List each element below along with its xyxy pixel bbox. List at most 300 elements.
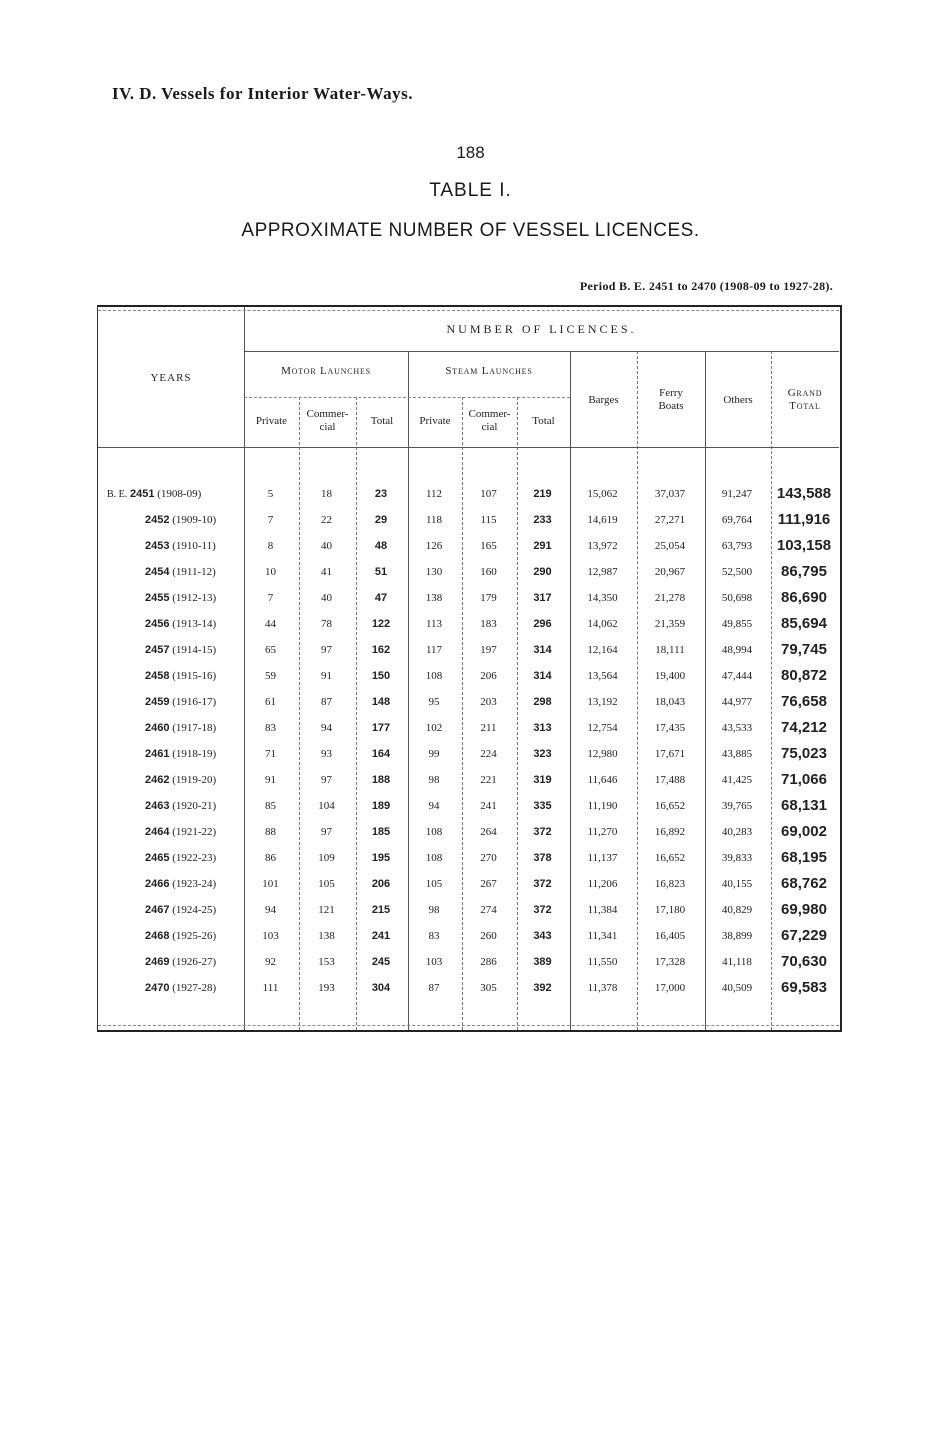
others: 43,533: [721, 722, 753, 734]
motor-commercial: 94: [321, 722, 332, 734]
steam-commercial: 260: [480, 930, 497, 942]
motor-private: 86: [265, 852, 276, 864]
grand-total: 79,745: [781, 641, 827, 658]
motor-private: 7: [267, 592, 274, 604]
year-period: (1927-28): [172, 982, 217, 994]
motor-commercial: 22: [321, 514, 332, 526]
motor-total: 195: [371, 852, 391, 864]
motor-total: 177: [371, 722, 391, 734]
motor-private: 85: [265, 800, 276, 812]
ferry-boats: 20,967: [654, 566, 686, 578]
header-barges: Barges: [588, 394, 619, 406]
header-motor-total: Total: [370, 415, 394, 427]
grand-total: 143,588: [776, 485, 832, 502]
steam-private: 108: [425, 852, 443, 864]
motor-total: 164: [371, 748, 391, 760]
steam-commercial: 221: [480, 774, 497, 786]
header-ferry-boats: Ferry Boats: [658, 387, 684, 412]
others: 40,829: [721, 904, 753, 916]
year-period: (1916-17): [172, 696, 217, 708]
grand-total: 68,762: [781, 875, 827, 892]
steam-commercial: 179: [480, 592, 497, 604]
steam-total: 291: [533, 540, 552, 552]
steam-private: 138: [425, 592, 443, 604]
others: 69,764: [721, 514, 753, 526]
steam-total: 296: [533, 618, 552, 630]
others: 39,833: [721, 852, 753, 864]
steam-private: 98: [428, 774, 440, 786]
steam-private: 103: [425, 956, 443, 968]
steam-private: 108: [425, 670, 443, 682]
grand-total: 69,980: [781, 901, 827, 918]
steam-total: 319: [533, 774, 552, 786]
year: 2467: [145, 904, 170, 916]
motor-total: 304: [371, 982, 391, 994]
be-prefix: B. E.: [107, 489, 128, 500]
ferry-boats: 27,271: [654, 514, 686, 526]
steam-commercial: 197: [480, 644, 497, 656]
steam-commercial: 203: [480, 696, 497, 708]
steam-commercial: 270: [480, 852, 497, 864]
header-steam-total: Total: [532, 415, 555, 427]
motor-total: 206: [371, 878, 391, 890]
steam-total: 290: [533, 566, 552, 578]
motor-total: 189: [371, 800, 391, 812]
motor-commercial: 97: [321, 774, 332, 786]
table-row: [97, 923, 842, 949]
header-motor-private: Private: [255, 415, 288, 427]
ferry-boats: 21,278: [654, 592, 686, 604]
motor-commercial: 78: [321, 618, 332, 630]
barges: 11,206: [587, 878, 618, 890]
steam-total: 298: [533, 696, 552, 708]
year-period: (1918-19): [172, 748, 217, 760]
barges: 13,192: [587, 696, 618, 708]
steam-total: 317: [533, 592, 552, 604]
ferry-boats: 16,652: [654, 800, 686, 812]
divider: [244, 397, 570, 398]
steam-total: 372: [533, 826, 552, 838]
year: 2453: [145, 540, 170, 552]
steam-commercial: 274: [480, 904, 497, 916]
steam-private: 99: [428, 748, 440, 760]
steam-commercial: 286: [480, 956, 497, 968]
steam-commercial: 107: [480, 488, 497, 500]
motor-commercial: 91: [321, 670, 332, 682]
table-row: [97, 793, 842, 819]
barges: 11,384: [587, 904, 618, 916]
motor-commercial: 193: [318, 982, 335, 994]
year-cell: [145, 793, 243, 819]
motor-commercial: 121: [318, 904, 335, 916]
motor-private: 61: [265, 696, 276, 708]
header-number-of-licences: NUMBER OF LICENCES.: [446, 322, 637, 336]
page-number: 188: [456, 143, 485, 162]
ferry-boats: 16,892: [654, 826, 686, 838]
steam-private: 113: [425, 618, 443, 630]
motor-private: 101: [262, 878, 279, 890]
year-cell: [145, 741, 243, 767]
header-steam-private: Private: [419, 415, 451, 427]
motor-commercial: 97: [321, 826, 332, 838]
steam-private: 98: [428, 904, 440, 916]
year-cell: [145, 819, 243, 845]
header-others: Others: [723, 394, 753, 406]
year-cell: [145, 637, 243, 663]
table-row: [97, 559, 842, 585]
year: 2456: [145, 618, 170, 630]
year-period: (1914-15): [172, 644, 217, 656]
barges: 13,972: [587, 540, 618, 552]
steam-commercial: 160: [480, 566, 497, 578]
steam-total: 219: [533, 488, 552, 500]
motor-commercial: 40: [321, 540, 332, 552]
year-period: (1915-16): [172, 670, 217, 682]
table-row: [97, 481, 842, 507]
steam-commercial: 165: [480, 540, 497, 552]
motor-total: 29: [374, 514, 388, 526]
grand-total: 71,066: [781, 771, 827, 788]
divider: [244, 351, 839, 352]
steam-total: 372: [533, 904, 552, 916]
barges: 14,350: [587, 592, 618, 604]
motor-private: 94: [265, 904, 276, 916]
ferry-boats: 25,054: [654, 540, 686, 552]
barges: 11,270: [587, 826, 618, 838]
ferry-boats: 16,405: [654, 930, 686, 942]
year-cell: [145, 767, 243, 793]
ferry-boats: 17,180: [654, 904, 686, 916]
grand-total: 67,229: [781, 927, 827, 944]
motor-commercial: 105: [318, 878, 335, 890]
year-period: (1925-26): [172, 930, 217, 942]
year-cell: [145, 585, 243, 611]
year-period: (1922-23): [172, 852, 217, 864]
ferry-boats: 17,328: [654, 956, 686, 968]
grand-total: 75,023: [781, 745, 827, 762]
year-period: (1920-21): [172, 800, 217, 812]
motor-private: 44: [265, 618, 276, 630]
year-period: (1909-10): [172, 514, 217, 526]
header-years: YEARS: [150, 372, 192, 384]
year-period: (1917-18): [172, 722, 217, 734]
table-row: [97, 819, 842, 845]
others: 44,977: [721, 696, 753, 708]
steam-total: 378: [533, 852, 552, 864]
motor-commercial: 87: [321, 696, 332, 708]
motor-private: 5: [267, 488, 274, 500]
motor-commercial: 41: [321, 566, 332, 578]
others: 40,509: [721, 982, 753, 994]
motor-private: 88: [265, 826, 276, 838]
year-period: (1926-27): [172, 956, 217, 968]
motor-private: 111: [262, 982, 279, 994]
year: 2461: [145, 748, 170, 760]
others: 91,247: [721, 488, 753, 500]
year: 2454: [145, 566, 170, 578]
motor-private: 71: [265, 748, 276, 760]
steam-private: 83: [428, 930, 440, 942]
barges: 12,987: [587, 566, 618, 578]
table-row: [97, 715, 842, 741]
motor-total: 122: [371, 618, 391, 630]
steam-commercial: 241: [480, 800, 497, 812]
ferry-boats: 17,000: [654, 982, 686, 994]
steam-commercial: 115: [480, 514, 497, 526]
year-cell: [145, 689, 243, 715]
table-row: [97, 871, 842, 897]
motor-total: 23: [374, 488, 388, 500]
year-cell: [145, 897, 243, 923]
motor-commercial: 109: [318, 852, 335, 864]
motor-private: 103: [262, 930, 279, 942]
year-period: (1910-11): [172, 540, 216, 552]
year-cell: [145, 507, 243, 533]
motor-total: 188: [371, 774, 391, 786]
divider: [98, 447, 839, 448]
steam-total: 314: [533, 644, 552, 656]
year: 2452: [145, 514, 170, 526]
motor-commercial: 104: [318, 800, 335, 812]
barges: 11,550: [587, 956, 618, 968]
grand-total: 68,195: [781, 849, 827, 866]
year: 2463: [145, 800, 170, 812]
motor-private: 59: [265, 670, 276, 682]
year-period: (1923-24): [172, 878, 217, 890]
year: 2458: [145, 670, 170, 682]
ferry-boats: 16,823: [654, 878, 686, 890]
table-row: [97, 507, 842, 533]
ferry-boats: 17,488: [654, 774, 686, 786]
others: 40,283: [721, 826, 753, 838]
steam-commercial: 305: [480, 982, 497, 994]
year-cell: [145, 663, 243, 689]
motor-total: 51: [374, 566, 388, 578]
steam-private: 105: [425, 878, 443, 890]
section-title: IV. D. Vessels for Interior Water-Ways.: [112, 84, 413, 103]
steam-private: 94: [428, 800, 440, 812]
others: 47,444: [721, 670, 753, 682]
year-cell: [145, 611, 243, 637]
ferry-boats: 17,435: [654, 722, 686, 734]
steam-private: 87: [428, 982, 440, 994]
year-cell: [145, 949, 243, 975]
header-steam-launches: Steam Launches: [445, 365, 533, 377]
table-row: [97, 663, 842, 689]
header-motor-launches: Motor Launches: [281, 365, 371, 377]
year-period: (1913-14): [172, 618, 217, 630]
steam-total: 314: [533, 670, 552, 682]
steam-commercial: 206: [480, 670, 497, 682]
barges: 11,137: [587, 852, 618, 864]
steam-private: 130: [425, 566, 443, 578]
motor-private: 10: [265, 566, 276, 578]
steam-total: 313: [533, 722, 552, 734]
table-row: [97, 767, 842, 793]
motor-commercial: 40: [321, 592, 332, 604]
barges: 11,378: [587, 982, 618, 994]
steam-private: 117: [425, 644, 443, 656]
motor-total: 185: [371, 826, 391, 838]
others: 49,855: [721, 618, 753, 630]
year: 2465: [145, 852, 170, 864]
motor-total: 215: [371, 904, 391, 916]
motor-private: 8: [267, 540, 274, 552]
motor-commercial: 18: [321, 488, 332, 500]
motor-private: 83: [265, 722, 276, 734]
others: 41,118: [722, 956, 752, 968]
steam-total: 323: [533, 748, 552, 760]
barges: 11,341: [587, 930, 618, 942]
steam-commercial: 267: [480, 878, 497, 890]
grand-total: 70,630: [781, 953, 827, 970]
motor-total: 241: [371, 930, 391, 942]
year: 2466: [145, 878, 170, 890]
steam-total: 233: [533, 514, 552, 526]
ferry-boats: 17,671: [654, 748, 686, 760]
period-caption: Period B. E. 2451 to 2470 (1908-09 to 1927-28).: [579, 279, 833, 293]
year: 2457: [145, 644, 170, 656]
steam-total: 392: [533, 982, 552, 994]
year-cell: [145, 533, 243, 559]
steam-private: 126: [425, 540, 443, 552]
year-cell: [145, 715, 243, 741]
motor-total: 148: [371, 696, 391, 708]
steam-commercial: 264: [480, 826, 497, 838]
grand-total: 80,872: [781, 667, 827, 684]
year-period: (1921-22): [172, 826, 217, 838]
steam-private: 95: [428, 696, 440, 708]
steam-total: 343: [533, 930, 552, 942]
barges: 11,190: [587, 800, 618, 812]
year: 2455: [145, 592, 170, 604]
steam-private: 102: [425, 722, 443, 734]
grand-total: 85,694: [781, 615, 827, 632]
steam-commercial: 183: [480, 618, 497, 630]
grand-total: 86,690: [781, 589, 827, 606]
ferry-boats: 37,037: [654, 488, 686, 500]
ferry-boats: 18,111: [655, 644, 685, 656]
ferry-boats: 18,043: [654, 696, 686, 708]
others: 43,885: [721, 748, 753, 760]
motor-commercial: 153: [318, 956, 335, 968]
steam-total: 335: [533, 800, 552, 812]
table-row: [97, 975, 842, 1001]
others: 40,155: [721, 878, 753, 890]
motor-total: 47: [374, 592, 388, 604]
motor-total: 48: [374, 540, 388, 552]
motor-private: 92: [265, 956, 276, 968]
motor-private: 65: [265, 644, 276, 656]
steam-private: 108: [425, 826, 443, 838]
barges: 11,646: [587, 774, 618, 786]
others: 63,793: [721, 540, 753, 552]
ferry-boats: 16,652: [654, 852, 686, 864]
others: 39,765: [721, 800, 753, 812]
grand-total: 111,916: [777, 511, 831, 528]
grand-total: 103,158: [776, 537, 832, 554]
barges: 12,164: [587, 644, 618, 656]
table-row: [97, 845, 842, 871]
year-cell: [145, 845, 243, 871]
year-period: (1924-25): [172, 904, 217, 916]
motor-private: 7: [267, 514, 274, 526]
others: 48,994: [721, 644, 753, 656]
motor-commercial: 93: [321, 748, 332, 760]
barges: 14,062: [587, 618, 618, 630]
steam-total: 389: [533, 956, 552, 968]
divider: [98, 310, 839, 311]
barges: 15,062: [587, 488, 618, 500]
year-period: (1908-09): [157, 488, 202, 500]
barges: 13,564: [587, 670, 618, 682]
motor-total: 162: [371, 644, 391, 656]
ferry-boats: 21,359: [654, 618, 686, 630]
steam-total: 372: [533, 878, 552, 890]
divider: [98, 1025, 839, 1026]
motor-commercial: 97: [321, 644, 332, 656]
year-cell: [107, 481, 243, 507]
grand-total: 74,212: [781, 719, 827, 736]
table-row: [97, 897, 842, 923]
table-row: [97, 949, 842, 975]
header-grand-total: Grand Total: [787, 387, 823, 412]
grand-total: 76,658: [781, 693, 827, 710]
others: 52,500: [721, 566, 753, 578]
table-title: APPROXIMATE NUMBER OF VESSEL LICENCES.: [241, 220, 700, 241]
year-period: (1919-20): [172, 774, 217, 786]
year: 2470: [145, 982, 170, 994]
year-cell: [145, 871, 243, 897]
year-cell: [145, 559, 243, 585]
motor-total: 150: [371, 670, 391, 682]
year: 2459: [145, 696, 170, 708]
motor-private: 91: [265, 774, 276, 786]
motor-total: 245: [371, 956, 391, 968]
barges: 12,754: [587, 722, 618, 734]
year: 2462: [145, 774, 170, 786]
others: 50,698: [721, 592, 753, 604]
year: 2451: [130, 488, 155, 500]
table-row: [97, 637, 842, 663]
year: 2464: [145, 826, 170, 838]
table-row: [97, 741, 842, 767]
steam-commercial: 224: [480, 748, 497, 760]
others: 38,899: [721, 930, 753, 942]
year-cell: [145, 923, 243, 949]
table-label: TABLE I.: [429, 180, 512, 201]
grand-total: 69,583: [781, 979, 827, 996]
table-row: [97, 611, 842, 637]
ferry-boats: 19,400: [654, 670, 686, 682]
barges: 14,619: [587, 514, 618, 526]
steam-private: 118: [425, 514, 443, 526]
year: 2460: [145, 722, 170, 734]
header-motor-commercial: Commer-cial: [306, 408, 349, 433]
header-steam-commercial: Commer-cial: [468, 408, 511, 433]
table-row: [97, 585, 842, 611]
motor-commercial: 138: [318, 930, 335, 942]
year: 2469: [145, 956, 170, 968]
steam-commercial: 211: [480, 722, 497, 734]
grand-total: 69,002: [781, 823, 827, 840]
grand-total: 68,131: [781, 797, 827, 814]
table-row: [97, 533, 842, 559]
steam-private: 112: [425, 488, 443, 500]
year-period: (1911-12): [172, 566, 216, 578]
year: 2468: [145, 930, 170, 942]
year-period: (1912-13): [172, 592, 217, 604]
